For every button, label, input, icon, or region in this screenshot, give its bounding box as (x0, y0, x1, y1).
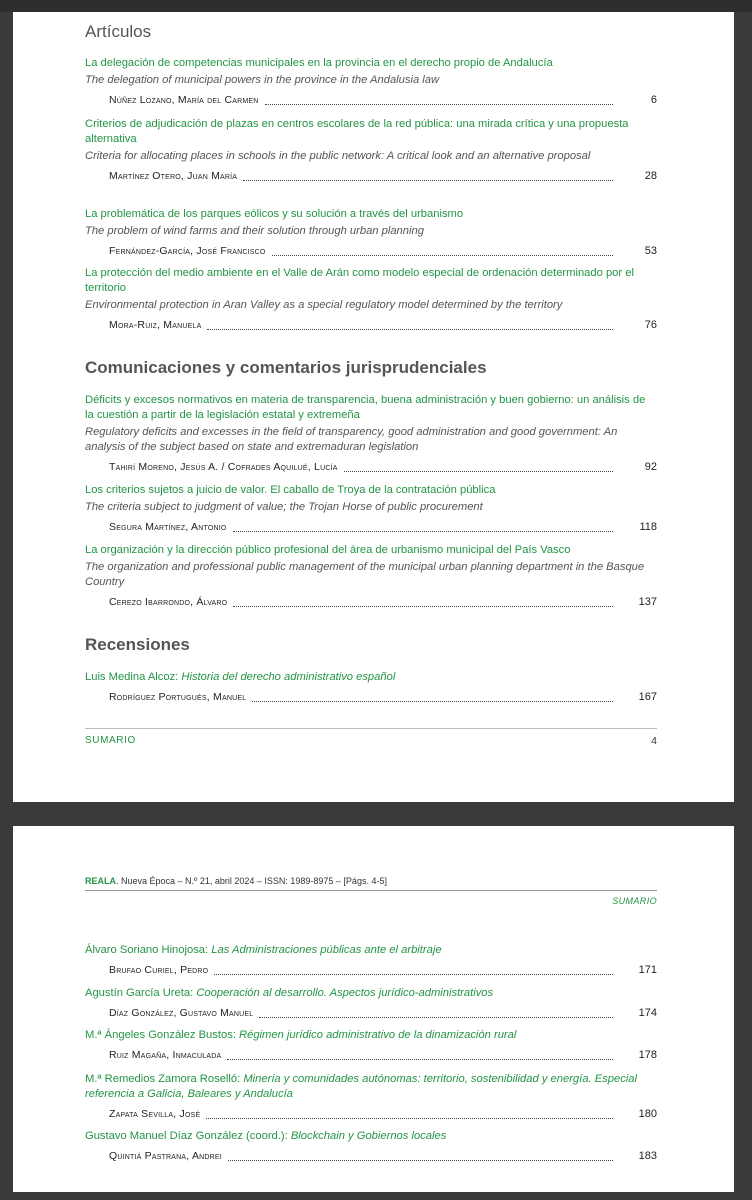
entry-author-line (109, 595, 657, 610)
journal-name: REALA (85, 876, 116, 886)
entry-page-number[interactable]: 183 (638, 1150, 657, 1162)
toc-entry[interactable] (85, 543, 657, 610)
section-title-articulos: Artículos (85, 22, 152, 41)
dot-leader (252, 700, 613, 702)
review-book-author: Gustavo Manuel Díaz González (coord.): (85, 1130, 291, 1142)
entry-page-number[interactable]: 180 (638, 1108, 657, 1120)
dot-leader (265, 103, 613, 105)
review-book-title: Régimen jurídico administrativo de la dinamización rural (239, 1029, 517, 1041)
review-reviewer: Zapata Sevilla, José (109, 1108, 201, 1120)
header-divider (85, 890, 657, 891)
entry-title-es[interactable]: Criterios de adjudicación de plazas en centros escolares de la red pública: una mirada crítica y una propuesta alternativa (85, 118, 629, 145)
entry-title-en: Criteria for allocating places in schools in the public network: A critical look and an alternative proposal (85, 150, 591, 162)
toc-entry[interactable] (85, 207, 657, 259)
toc-entry[interactable] (85, 943, 657, 978)
toc-entry[interactable] (85, 117, 657, 184)
toc-entry[interactable] (85, 1129, 657, 1164)
entry-page-number[interactable]: 76 (644, 319, 657, 331)
dot-leader (233, 530, 613, 532)
dot-leader (206, 1117, 613, 1119)
dot-leader (344, 470, 613, 472)
review-book-author: Agustín García Ureta: (85, 987, 197, 999)
entry-title-en: The problem of wind farms and their solution through urban planning (85, 225, 424, 237)
review-title[interactable] (85, 1072, 657, 1102)
review-title[interactable] (85, 1028, 657, 1043)
entry-author: Segura Martínez, Antonio (109, 521, 227, 533)
toc-entry[interactable] (85, 1072, 657, 1122)
section-title-recensiones: Recensiones (85, 635, 190, 654)
toc-entry[interactable] (85, 986, 657, 1021)
entry-title-es[interactable]: Déficits y excesos normativos en materia de transparencia, buena administración y buen gobierno: un análisis de la cuestión a partir de la legislación estatal y extremeña (85, 394, 646, 421)
footer-divider (85, 728, 657, 729)
footer-page-number: 4 (651, 735, 657, 747)
review-book-author: M.ª Ángeles González Bustos: (85, 1029, 240, 1041)
entry-title-es[interactable]: La organización y la dirección público profesional del área de urbanismo municipal del País Vasco (85, 544, 571, 556)
dot-leader (233, 605, 613, 607)
entry-title-es[interactable]: Los criterios sujetos a juicio de valor. El caballo de Troya de la contratación pública (85, 484, 496, 496)
toc-entry[interactable] (85, 56, 657, 108)
entry-title-es[interactable]: La delegación de competencias municipales en la provincia en el derecho propio de Andalucía (85, 57, 553, 69)
entry-title-en: The criteria subject to judgment of value; the Trojan Horse of public procurement (85, 501, 483, 513)
entry-page-number[interactable]: 137 (638, 596, 657, 608)
review-title[interactable] (85, 986, 657, 1001)
toc-entry[interactable] (85, 483, 657, 535)
entry-title-en: Environmental protection in Aran Valley as a special regulatory model determined by the territory (85, 299, 563, 311)
entry-author-line (109, 460, 657, 475)
entry-title-es[interactable]: La protección del medio ambiente en el Valle de Arán como modelo especial de ordenación determinado por el territorio (85, 267, 634, 294)
review-reviewer: Quintiá Pastrana, Andrei (109, 1150, 222, 1162)
entry-author: Martínez Otero, Juan María (109, 170, 238, 182)
review-book-title: Cooperación al desarrollo. Aspectos jurídico-administrativos (196, 987, 494, 999)
entry-author-line (109, 1107, 657, 1122)
review-title[interactable] (85, 1129, 657, 1144)
review-title[interactable] (85, 670, 657, 685)
entry-page-number[interactable]: 28 (644, 170, 657, 182)
entry-author-line (109, 963, 657, 978)
dot-leader (243, 179, 613, 181)
document-page-2 (13, 826, 734, 1192)
document-page-1 (13, 12, 734, 802)
toc-entry[interactable] (85, 266, 657, 333)
review-book-title: Historia del derecho administrativo español (181, 671, 396, 683)
toc-entry[interactable] (85, 393, 657, 475)
running-header (85, 876, 657, 886)
entry-author-line (109, 1048, 657, 1063)
entry-author-line (109, 520, 657, 535)
section-title-comunicaciones: Comunicaciones y comentarios jurisprudenciales (85, 358, 487, 377)
running-section-label: SUMARIO (612, 896, 657, 906)
journal-meta: . Nueva Época – N.º 21, abril 2024 – ISSN: 1989-8975 – [Págs. 4-5] (116, 876, 387, 886)
entry-author-line (109, 318, 657, 333)
review-book-title: Minería y comunidades autónomas: territorio, sostenibilidad y energía. Especial referencia a Galicia, Baleares y Andalucía (85, 1073, 637, 1100)
entry-page-number[interactable]: 178 (638, 1049, 657, 1061)
toc-entry[interactable] (85, 670, 657, 705)
review-book-title: Las Administraciones públicas ante el arbitraje (211, 944, 442, 956)
review-reviewer: Rodríguez Portugués, Manuel (109, 691, 247, 703)
entry-title-en: The organization and professional public management of the municipal urban planning department in the Basque Country (85, 561, 645, 588)
review-book-author: Álvaro Soriano Hinojosa: (85, 944, 212, 956)
dot-leader (272, 254, 613, 256)
window-top-strip (0, 0, 752, 12)
entry-author-line (109, 1149, 657, 1164)
entry-title-en: The delegation of municipal powers in the province in the Andalusia law (85, 74, 440, 86)
entry-author: Fernández-García, José Francisco (109, 245, 266, 257)
entry-author-line (109, 244, 657, 259)
toc-entry[interactable] (85, 1028, 657, 1063)
review-book-author: Luis Medina Alcoz: (85, 671, 182, 683)
entry-author: Núñez Lozano, María del Carmen (109, 94, 259, 106)
entry-page-number[interactable]: 6 (650, 94, 657, 106)
entry-author: Mora-Ruiz, Manuela (109, 319, 202, 331)
entry-title-en: Regulatory deficits and excesses in the field of transparency, good administration and good government: An analysis of the subject based on state and extremaduran legislation (85, 426, 618, 453)
review-reviewer: Díaz González, Gustavo Manuel (109, 1007, 254, 1019)
entry-page-number[interactable]: 53 (644, 245, 657, 257)
review-book-author: M.ª Remedios Zamora Roselló: (85, 1073, 244, 1085)
entry-author-line (109, 1006, 657, 1021)
entry-author-line (109, 93, 657, 108)
entry-author-line (109, 690, 657, 705)
entry-title-es[interactable]: La problemática de los parques eólicos y su solución a través del urbanismo (85, 208, 464, 220)
review-book-title: Blockchain y Gobiernos locales (290, 1130, 447, 1142)
entry-page-number[interactable]: 118 (639, 521, 657, 533)
dot-leader (227, 1058, 613, 1060)
entry-page-number[interactable]: 171 (638, 964, 657, 976)
entry-page-number[interactable]: 174 (638, 1007, 657, 1019)
review-title[interactable] (85, 943, 657, 958)
footer-label: SUMARIO (85, 735, 136, 746)
entry-page-number[interactable]: 167 (638, 691, 657, 703)
dot-leader (228, 1159, 613, 1161)
dot-leader (259, 1016, 613, 1018)
entry-page-number[interactable]: 92 (644, 461, 657, 473)
review-reviewer: Brufao Curiel, Pedro (109, 964, 209, 976)
entry-author: Tahirí Moreno, Jesús A. / Cofrades Aquilué, Lucía (109, 461, 338, 473)
review-reviewer: Ruiz Magaña, Inmaculada (109, 1049, 222, 1061)
dot-leader (214, 973, 613, 975)
entry-author: Cerezo Ibarrondo, Álvaro (109, 596, 228, 608)
entry-author-line (109, 169, 657, 184)
dot-leader (207, 328, 613, 330)
